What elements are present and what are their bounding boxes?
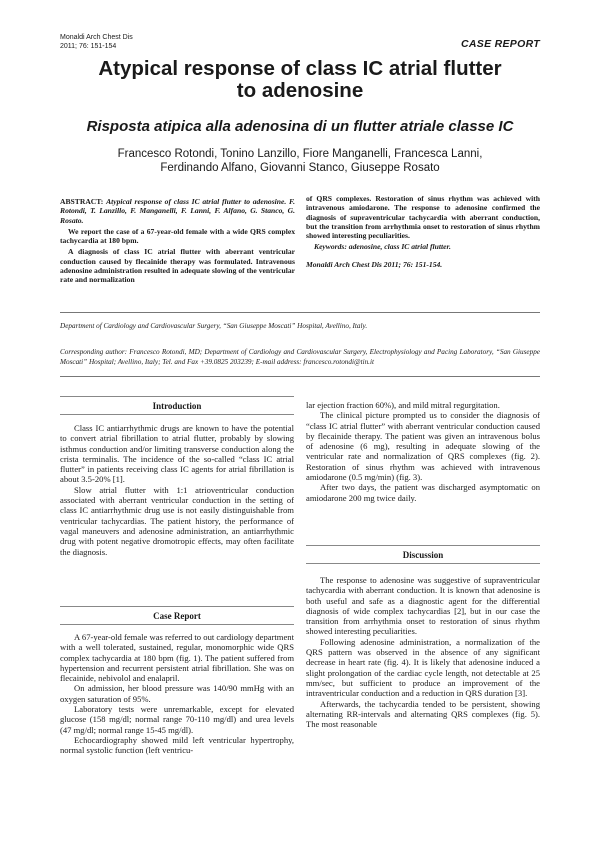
body-paragraph: Slow atrial flutter with 1:1 atrioventricular conduction associated with aberrant ventricular conduction in the setting of class IC antiarrhythmic drug use is not easily distinguishable from ventricular tachycardias. The patient history, the performance of vagal maneuvers and adenosine administration, an antiarrhythmic drug with potent negative dromotropic effects, may often facilitate the diagnosis. (60, 484, 294, 557)
journal-citation: Monaldi Arch Chest Dis 2011; 76: 151-154. (306, 259, 443, 269)
abstract-paragraph: of QRS complexes. Restoration of sinus rhythm was achieved with intravenous amiodarone. The response to adenosine confirmed the diagnosis of supraventricular tachycardia with aberrant conduction, but the transition from arrhythmia onset to restoration of sinus rhythm showed interesting peculiarities. (306, 194, 540, 241)
divider (60, 376, 540, 377)
abstract-citation-title: Atypical response of class IC atrial flutter to adenosine. F. Rotondi, T. Lanzillo, F. Manganelli, F. Lanni, F. Alfano, G. Stanco, G. Rosato. (60, 197, 295, 225)
section-rule (60, 414, 294, 415)
body-paragraph: Echocardiography showed mild left ventricular hypertrophy, normal systolic function (left ventricu- (60, 734, 294, 756)
body-paragraph: Laboratory tests were unremarkable, except for elevated glucose (158 mg/dl; normal range 70-110 mg/dl) and urea levels (47 mg/dl; normal range 15-45 mg/dl). (60, 704, 294, 735)
body-paragraph: On admission, her blood pressure was 140/90 mmHg with an oxygen saturation of 95%. (60, 683, 294, 704)
affiliation: Department of Cardiology and Cardiovascular Surgery, “San Giuseppe Moscati” Hospital, Avellino, Italy. (60, 322, 368, 330)
heading-introduction: Introduction (152, 401, 202, 411)
journal-issue: 2011; 76: 151-154 (60, 43, 117, 50)
abstract-right-column (306, 194, 540, 271)
case-report-text (60, 632, 294, 756)
body-paragraph: After two days, the patient was discharged asymptomatic on amiodarone 200 mg twice daily. (306, 482, 540, 503)
keywords: Keywords: adenosine, class IC atrial flutter. (314, 242, 451, 252)
article-title (60, 58, 540, 102)
section-rule (60, 606, 294, 607)
discussion-text (306, 575, 540, 729)
title-line-2: to adenosine (236, 79, 364, 102)
body-paragraph: lar ejection fraction 60%), and mild mitral regurgitation. (306, 400, 500, 410)
author-list (60, 147, 540, 175)
correspondence: Corresponding author: Francesco Rotondi, MD; Department of Cardiology and Cardiovascular Surgery, Electrophysiology and Pacing Laboratory, “San Giuseppe Moscati” Hospital; Avellino, Italy; Tel. and Fax +39.0825 203239; E-mail address: francesco.rotondi@tin.it (60, 348, 540, 366)
italian-title: Risposta atipica alla adenosina di un flutter atriale classe IC (86, 118, 514, 135)
section-rule (306, 563, 540, 564)
body-paragraph: A 67-year-old female was referred to out cardiology department with a well tolerated, sustained, regular, monomorphic wide QRS complex tachycardia at 180 bpm (fig. 1). The patient suffered from hypertension and recurrent persistent atrial fibrillation. She was on flecainide, nebivolol and enalapril. (60, 632, 294, 684)
abstract-paragraph: We report the case of a 67-year-old female with a wide QRS complex tachycardia at 180 bpm. (60, 226, 295, 246)
abstract-heading: ABSTRACT: Atypical response of class IC atrial flutter to adenosine. F. Rotondi, T. Lanzillo, F. Manganelli, F. Lanni, F. Alfano, G. Stanco, G. Rosato. (60, 197, 295, 225)
heading-case-report: Case Report (153, 611, 201, 621)
introduction-text (60, 423, 294, 557)
abstract-paragraph: A diagnosis of class IC atrial flutter with aberrant ventricular conduction caused by flecainide therapy was formulated. Intravenous adenosine administration resulted in adequate slowing of the ventricular rate and normalization (60, 247, 295, 285)
body-paragraph: Following adenosine administration, a normalization of the QRS pattern was observed in the absence of any significant decrease in heart rate (fig. 4). It is likely that adenosine induced a slight prolongation of the cardiac cycle length, not detectable at 25 mm/sec, but sufficient to produce an improvement of the intraventricular conduction and a reduction in QRS duration [3]. (306, 636, 540, 699)
body-paragraph: The clinical picture prompted us to consider the diagnosis of “class IC atrial flutter” with aberrant ventricular conduction caused by flecainide therapy. The patient was given an intravenous bolus of adenosine (6 mg), resulting in adequate slowing of the ventricular rate and normalization of QRS complexes (fig. 2). Restoration of sinus rhythm was achieved with intravenous amiodarone (0.5 mg/min) (fig. 3). (306, 410, 540, 483)
section-rule (60, 624, 294, 625)
section-rule (306, 545, 540, 546)
authors-line-2: Ferdinando Alfano, Giovanni Stanco, Giuseppe Rosato (160, 162, 440, 174)
body-paragraph: Afterwards, the tachycardia tended to be persistent, showing alternating RR-intervals and alternating QRS complexes (fig. 5). The most reasonable (306, 698, 540, 730)
journal-info (60, 33, 133, 51)
authors-line-1: Francesco Rotondi, Tonino Lanzillo, Fiore Manganelli, Francesca Lanni, (117, 148, 483, 160)
case-report-continued (306, 400, 540, 503)
title-line-1: Atypical response of class IC atrial flutter (98, 57, 502, 80)
divider (60, 312, 540, 313)
article-type-label: CASE REPORT (461, 38, 540, 50)
abstract-left-column (60, 197, 295, 287)
journal-name: Monaldi Arch Chest Dis (60, 34, 133, 41)
heading-discussion: Discussion (402, 550, 444, 560)
section-rule (60, 396, 294, 397)
body-paragraph: Class IC antiarrhythmic drugs are known to have the potential to convert atrial fibrillation to atrial flutter, probably by slowing isthmus conduction and/or limiting transverse conduction along the crista terminalis. The incidence of the so-called “class IC atrial flutter” in patients receiving class IC agents for atrial fibrillation is about 3.5-20% [1]. (60, 423, 294, 485)
body-paragraph: The response to adenosine was suggestive of supraventricular tachycardia with aberrant conduction. It is known that adenosine is both useful and safe as a diagnostic agent for the differential diagnosis of wide complex tachycardias [2], but in our case the transition from arrhythmia onset to restoration of sinus rhythm showed interesting peculiarities. (306, 575, 540, 637)
